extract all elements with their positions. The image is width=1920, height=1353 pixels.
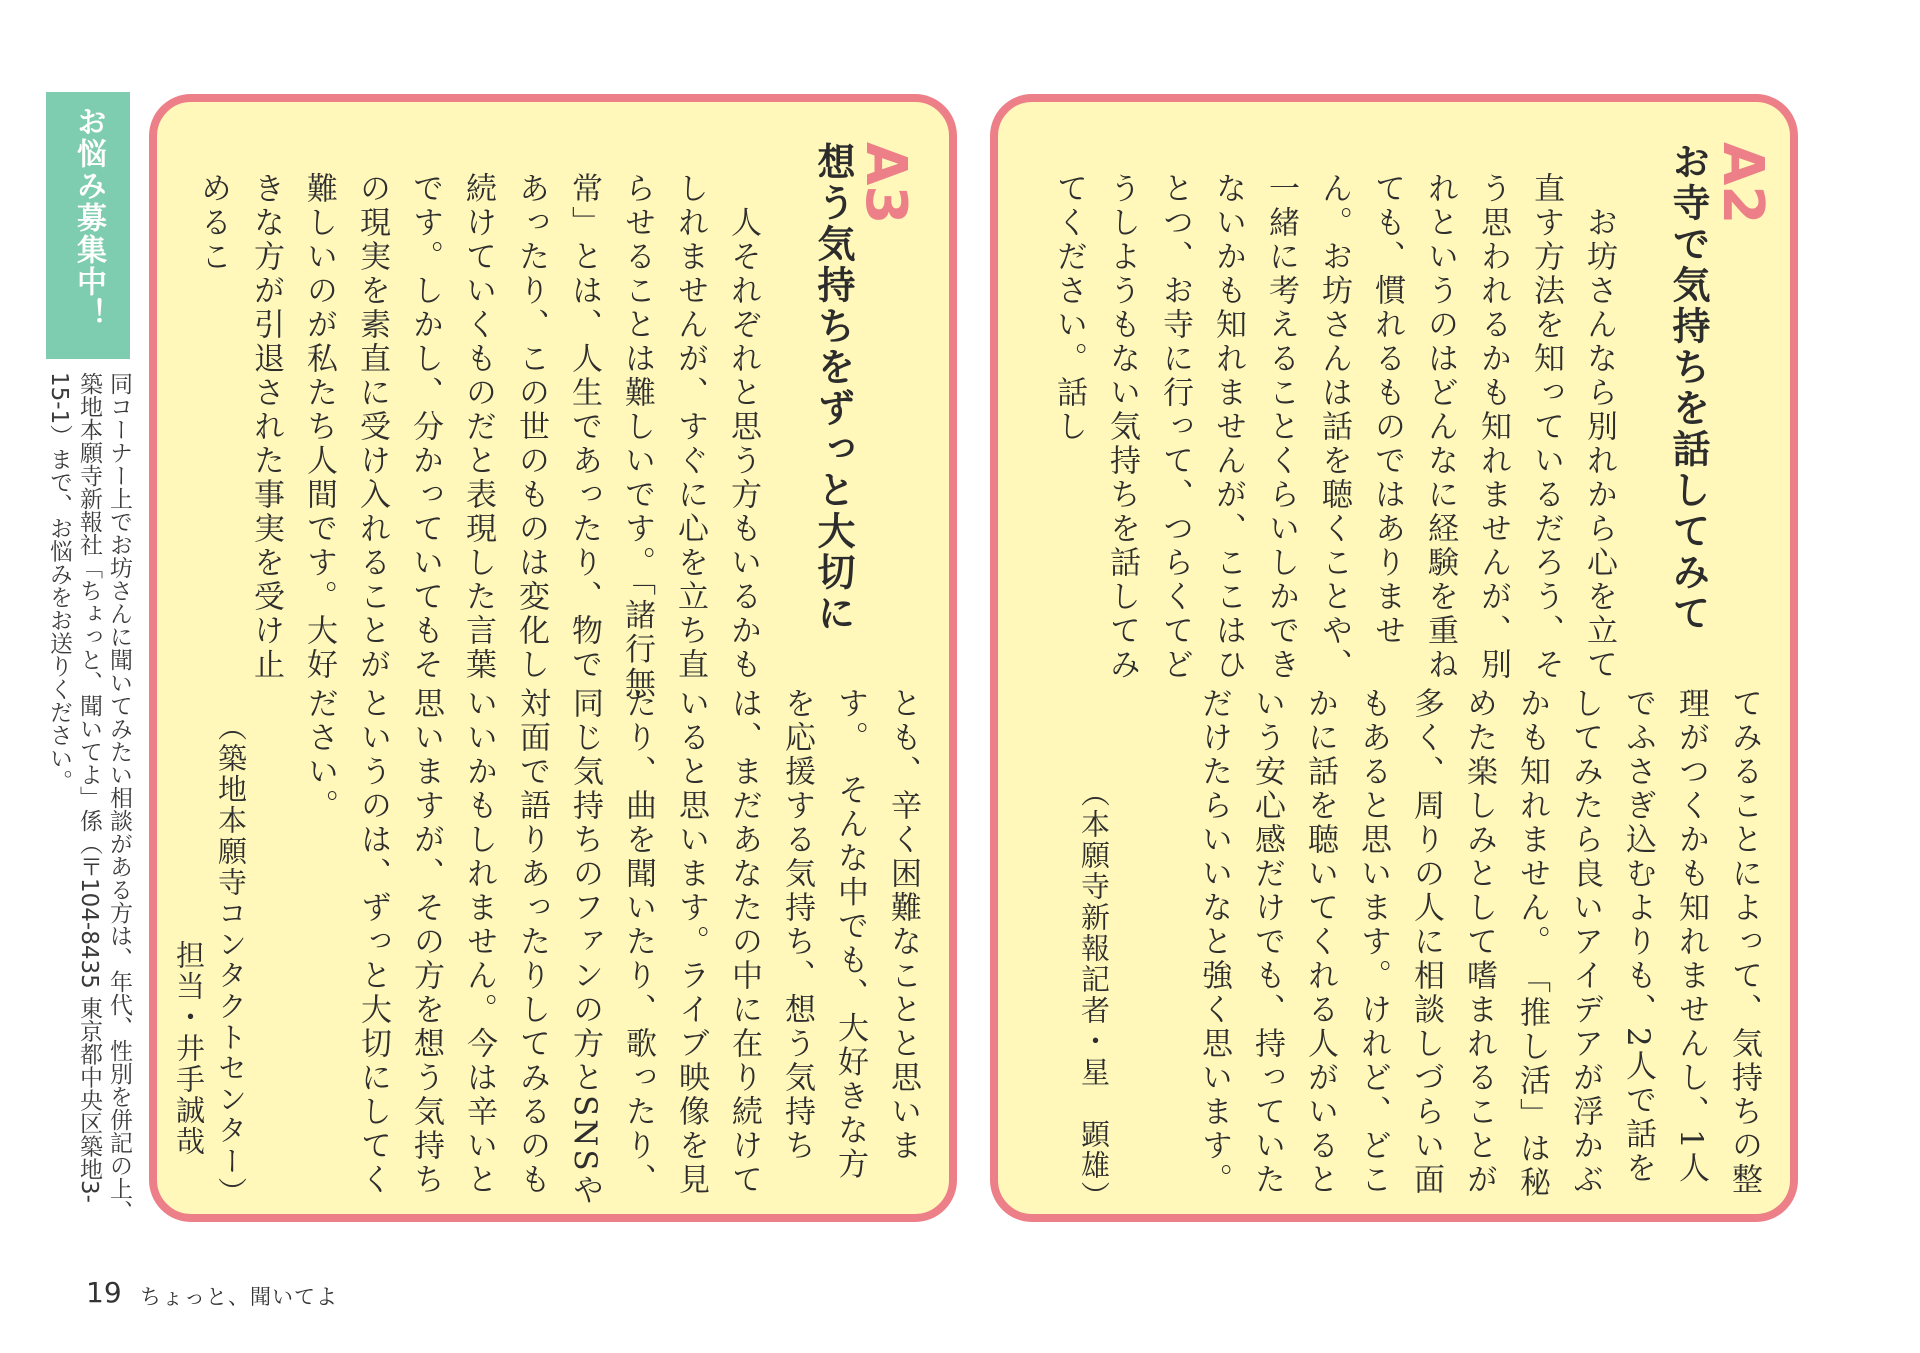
answer-body-a3-lower: とも、辛く困難なことと思います。 そんな中でも、大好きな方を応援する気持ち、想う気持ちは、まだあなたの中に在り続けていると思います。ライブ映像を見たり、曲を聞いたり、歌ったり、同じ気持ちのファンの方とSNSや対面で語りあったりしてみるのもいいかもしれません。今は辛いと思いますが、その方を想う気持ちというのは、ずっと大切にしてください。 [302, 687, 921, 1208]
answer-body-a2-lower: てみることによって、気持ちの整理がつくかも知れませんし、1人でふさぎ込むよりも、2人で話をしてみたら良いアイデアが浮かぶかも知れません。 「推し活」は秘めた楽しみとして嗜まれることが多く、周りの人に相談しづらい面もあると思います。けれど、どこかに話を聴いてくれる人がいるという安心感だけでも、持っていただけたらいいなと強く思います。 [1196, 687, 1762, 1200]
submission-note: 同コーナー上でお坊さんに聞いてみたい相談がある方は、年代、性別を併記の上、築地本願寺新報社「ちょっと、聞いてよ」係（〒104-8435 東京都中央区築地3-15-1）まで、お悩みをお送りください。 [46, 372, 132, 1223]
answer-label-a3: A3 [853, 142, 918, 225]
answer-body-a2-upper: お坊さんなら別れから心を立て直す方法を知っているだろう、そう思われるかも知れませんが、別れというのはどんなに経験を重ねても、慣れるものではありません。お坊さんは話を聴くことや、一緒に考えることくらいしかできないかも知れませんが、ここはひとつ、お寺に行って、つらくてどうしようもない気持ちを話してみてください。話し [1051, 172, 1617, 682]
page-number: 19 [86, 1276, 122, 1309]
answer-card-a2 [990, 94, 1798, 1222]
answer-label-a2: A2 [1710, 142, 1775, 225]
answer-heading-a3: 想う気持ちをずっと大切に [811, 142, 856, 634]
answer-byline-person-a3: 担当・井手誠哉 [172, 940, 206, 1157]
answer-body-a3-upper: 人それぞれと思う方もいるかもしれませんが、すぐに心を立ち直らせることは難しいです。「諸行無常」とは、人生であったり、物であったり、この世のものは変化し続けていくものだと表現した言葉です。しかし、分かっていてもその現実を素直に受け入れることが難しいのが私たち人間です。大好きな方が引退された事実を受け止めるこ [195, 172, 761, 701]
answer-byline-org-a3: （築地本願寺コンタクトセンター） [214, 712, 248, 1208]
answer-byline-org-a2: （本願寺新報記者・星 顕雄） [1077, 778, 1111, 1212]
recruit-tab [46, 92, 130, 359]
recruit-tab-label: お悩み募集中！ [71, 106, 106, 330]
page-running-title: ちょっと、聞いてよ [140, 1285, 338, 1309]
answer-heading-a2: お寺で気持ちを話してみて [1666, 142, 1711, 634]
answer-card-a3 [149, 94, 957, 1222]
